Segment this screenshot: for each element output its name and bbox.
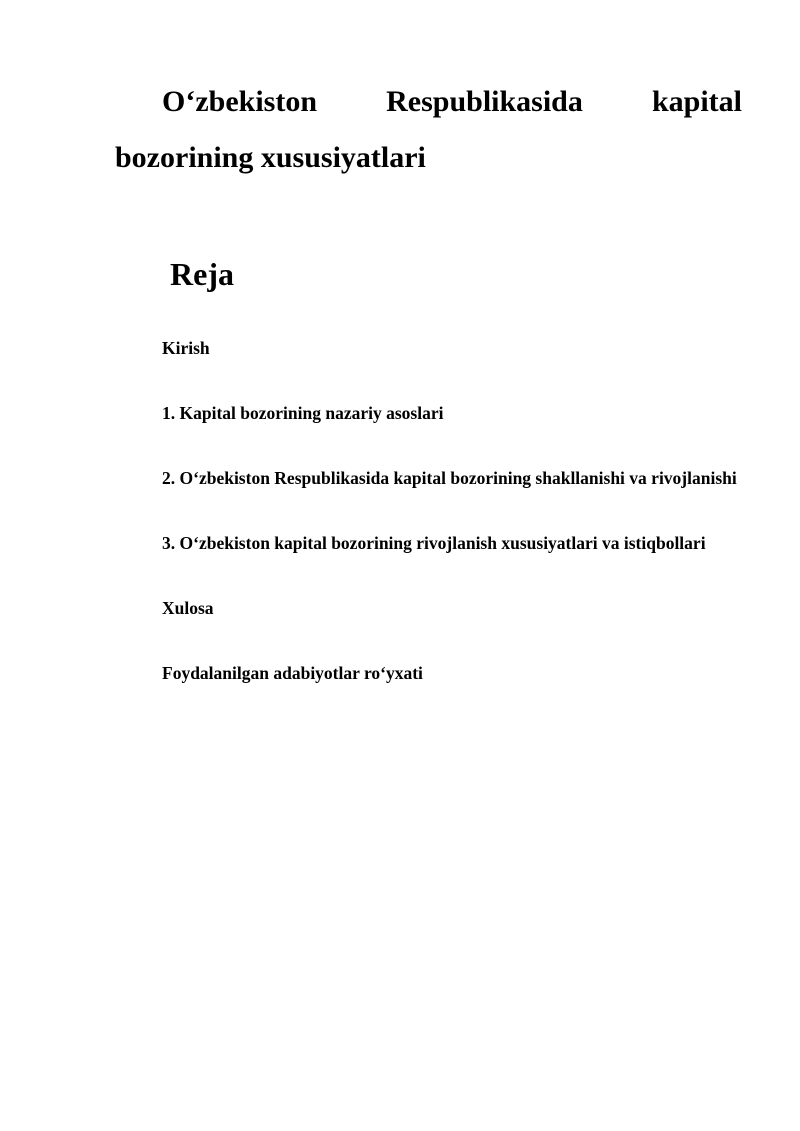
plan-item-chapter-3: 3. O‘zbekiston kapital bozorining rivojlanish xususiyatlari va istiqbollari bbox=[162, 533, 706, 553]
plan-item-chapter-2: 2. O‘zbekiston Respublikasida kapital bozorining shakllanishi va rivojlanishi bbox=[162, 468, 737, 488]
plan-heading: Reja bbox=[170, 256, 234, 292]
plan-item-chapter-1: 1. Kapital bozorining nazariy asoslari bbox=[162, 403, 444, 423]
plan-item-introduction: Kirish bbox=[162, 338, 210, 358]
plan-list bbox=[115, 332, 742, 689]
plan-item-conclusion: Xulosa bbox=[162, 598, 214, 618]
document-content bbox=[115, 74, 742, 722]
plan-item-references: Foydalanilgan adabiyotlar ro‘yxati bbox=[162, 663, 423, 683]
document-title: O‘zbekiston Respublikasida kapital bozorining xususiyatlari bbox=[115, 85, 742, 174]
